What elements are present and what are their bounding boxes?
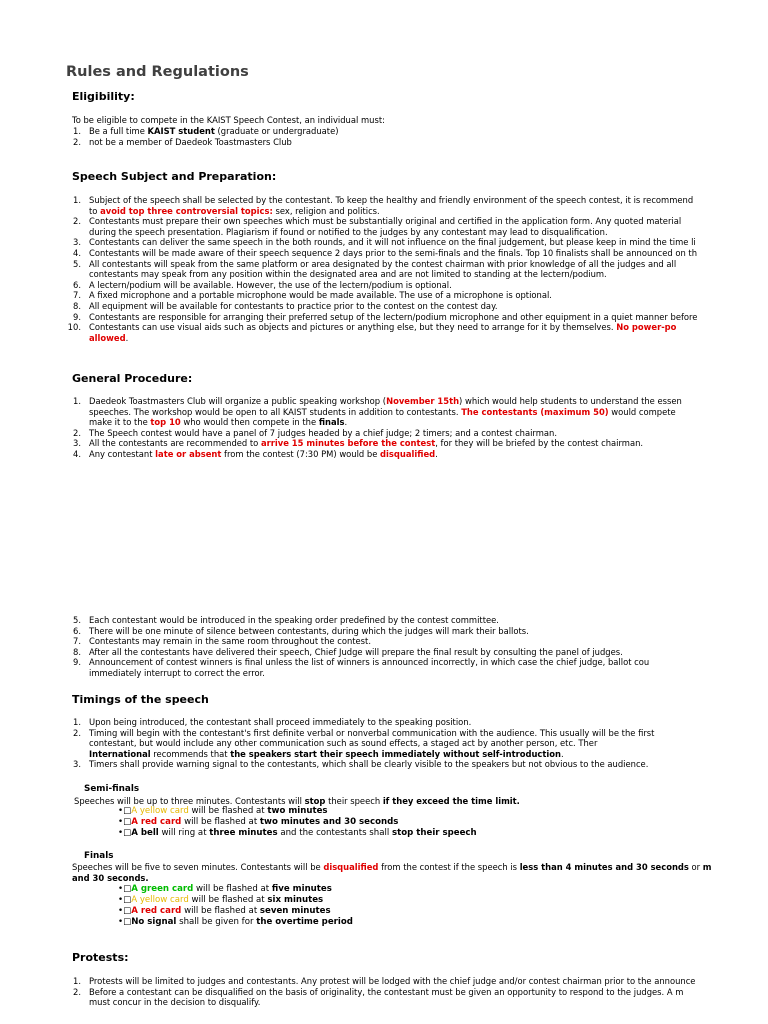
subject-heading: Speech Subject and Preparation: xyxy=(72,170,277,183)
timings-heading: Timings of the speech xyxy=(72,693,209,706)
semi-bullet-yellow: •□A yellow card will be flashed at two minutes xyxy=(118,806,328,816)
eligibility-intro: To be eligible to compete in the KAIST Speech Contest, an individual must: xyxy=(72,115,385,125)
semi-bullet-red: •□A red card will be flashed at two minutes and 30 seconds xyxy=(118,817,399,827)
finals-bullet-red: •□A red card will be flashed at seven minutes xyxy=(118,906,331,916)
list-item: 1. Upon being introduced, the contestant shall proceed immediately to the speaking position. xyxy=(73,717,472,727)
list-item: 2. not be a member of Daedeok Toastmasters Club xyxy=(73,136,292,147)
procedure-list-1 xyxy=(0,396,682,460)
list-item: 5. All contestants will speak from the same platform or area designated by the contest chairman with prior knowledge of all the judges and all contestants may speak from any position within the designated area and are not limited to standing at the lectern/podium. xyxy=(73,258,677,280)
list-item: 2. Timing will begin with the contestant's first definite verbal or nonverbal communication with the audience. This usually will be the first contestant, but would include any other communication such as sound effects, a staged act by another person, etc. Ther International recommends that the speakers start their speech immediately without self-introduction. xyxy=(73,727,655,759)
list-item: 2. Contestants must prepare their own speeches which must be substantially original and certified in the application form. Any quoted material during the speech presentation. Plagiarism if found or notified to the judges by any contestant may lead to disqualification. xyxy=(73,216,682,237)
list-item: 1. Protests will be limited to judges and contestants. Any protest will be lodged with the chief judge and/or contest chairman prior to the announce xyxy=(73,976,696,986)
list-item: 3. Timers shall provide warning signal to the contestants, which shall be clearly visible to the speakers but not obvious to the audience. xyxy=(73,759,649,770)
semi-finals-label: Semi-finals xyxy=(84,784,140,794)
eligibility-list xyxy=(0,126,339,147)
list-item: 10. Contestants can use visual aids such as objects and pictures or anything else, but they need to arrange for it by themselves. No power-po allowed. xyxy=(67,322,677,343)
list-item: 1. Subject of the speech shall be selected by the contestant. To keep the healthy and friendly environment of the speech contest, it is recommend to avoid top three controversial topics: sex, religion and politics. xyxy=(73,195,694,216)
finals-bullet-yellow: •□A yellow card will be flashed at six minutes xyxy=(118,895,324,905)
procedure-heading: General Procedure: xyxy=(72,372,193,385)
list-item: 9. Announcement of contest winners is final unless the list of winners is announced incorrectly, in which case the chief judge, ballot cou immediately interrupt to correct the error. xyxy=(73,657,650,678)
semi-bullet-bell: •□A bell will ring at three minutes and the contestants shall stop their speech xyxy=(118,828,477,838)
finals-description: Speeches will be five to seven minutes. Contestants will be disqualified from the contest if the speech is less than 4 minutes and 30 seconds or m xyxy=(72,862,712,872)
list-item: 3. All the contestants are recommended to arrive 15 minutes before the contest, for they will be briefed by the contest chairman. xyxy=(73,438,644,449)
list-item: 1. Be a full time KAIST student (graduate or undergraduate) xyxy=(73,126,339,136)
list-item: 5. Each contestant would be introduced in the speaking order predefined by the contest committee. xyxy=(73,615,499,625)
finals-bullet-green: •□A green card will be flashed at five minutes xyxy=(118,884,332,894)
procedure-list-2 xyxy=(0,615,649,679)
list-item: 9. Contestants are responsible for arranging their preferred setup of the lectern/podium microphone and other equipment in a quiet manner before xyxy=(73,311,698,322)
semi-finals-description: Speeches will be up to three minutes. Contestants will stop their speech if they exceed the time limit. xyxy=(74,796,520,806)
timings-list xyxy=(0,717,654,770)
list-item: 4. Contestants will be made aware of their speech sequence 2 days prior to the semi-finals and the finals. Top 10 finalists shall be announced on th xyxy=(73,247,698,258)
finals-description-cont: and 30 seconds. xyxy=(72,873,149,883)
protests-list xyxy=(0,976,695,1008)
list-item: 4. Any contestant late or absent from the contest (7:30 PM) would be disqualified. xyxy=(73,448,438,459)
list-item: 7. A fixed microphone and a portable microphone would be made available. The use of a microphone is optional. xyxy=(73,290,552,301)
list-item: 7. Contestants may remain in the same room throughout the contest. xyxy=(73,636,371,647)
list-item: 6. There will be one minute of silence between contestants, during which the judges will mark their ballots. xyxy=(73,625,529,636)
list-item: 6. A lectern/podium will be available. However, the use of the lectern/podium is optional. xyxy=(73,279,452,290)
page-title: Rules and Regulations xyxy=(66,64,249,80)
subject-list xyxy=(0,195,697,343)
list-item: 3. Contestants can deliver the same speech in the both rounds, and it will not influence on the final judgement, but please keep in mind the time li xyxy=(73,237,696,248)
list-item: 2. The Speech contest would have a panel of 7 judges headed by a chief judge; 2 timers; and a contest chairman. xyxy=(73,427,557,438)
protests-heading: Protests: xyxy=(72,951,129,964)
eligibility-heading: Eligibility: xyxy=(72,90,135,103)
finals-bullet-nosignal: •□No signal shall be given for the overtime period xyxy=(118,917,353,927)
list-item: 2. Before a contestant can be disqualified on the basis of originality, the contestant must be given an opportunity to respond to the judges. A m must concur in the decision to disqualify. xyxy=(73,986,684,1008)
list-item: 8. All equipment will be available for contestants to practice prior to the contest on the contest day. xyxy=(73,300,498,311)
list-item: 8. After all the contestants have delivered their speech, Chief Judge will prepare the final result by consulting the panel of judges. xyxy=(73,646,623,657)
finals-label: Finals xyxy=(84,851,114,861)
list-item: 1. Daedeok Toastmasters Club will organize a public speaking workshop (November 15th) which would help students to understand the essen speeches. The workshop would be open to all KAIST students in addition to contestants. The contestants (maximum 50) would compete make it to the top 10 who would then compete in the finals. xyxy=(73,396,682,428)
